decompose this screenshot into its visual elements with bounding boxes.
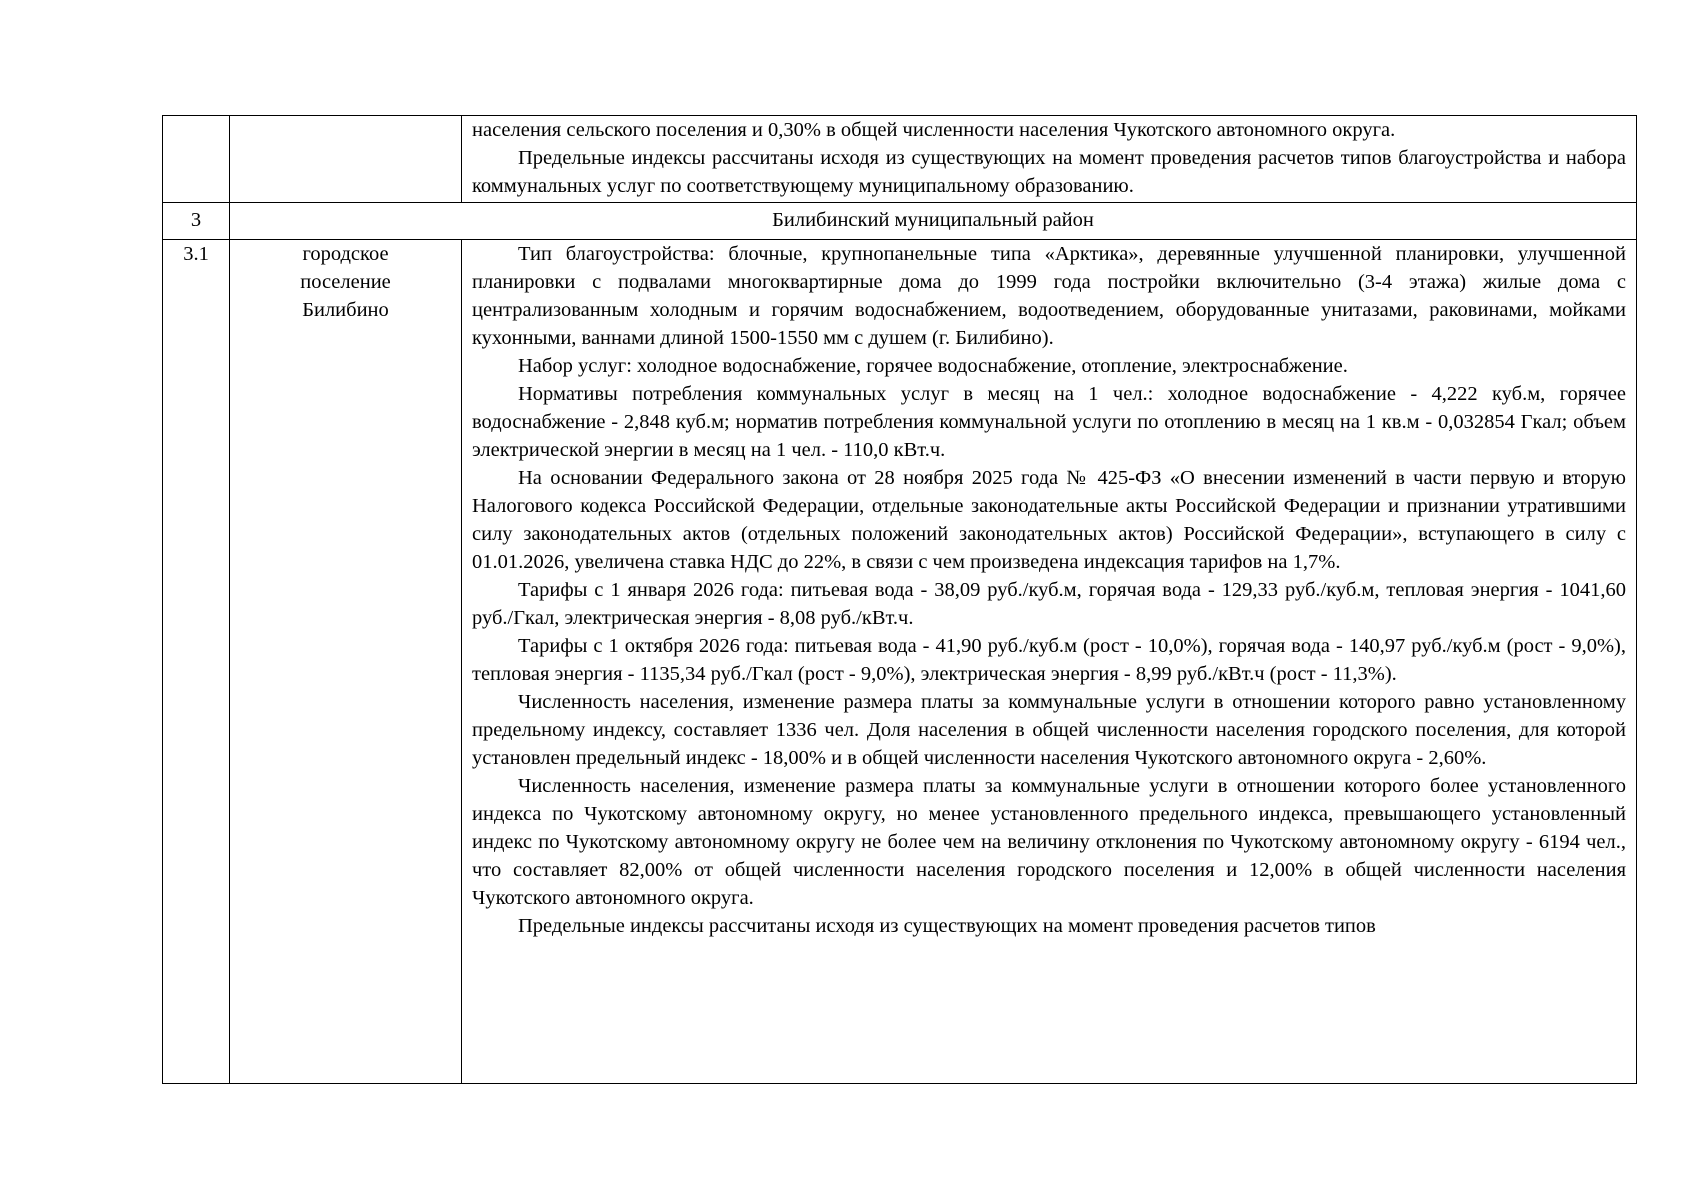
paragraph-consumption-norms: Нормативы потребления коммунальных услуг в месяц на 1 чел.: холодное водоснабжение - 4,222 куб.м, горячее водоснабжение - 2,848 куб.м; норматив потребления коммунальной услуги по отоплению в месяц на 1 кв.м - 0,032854 Гкал; объем электрической энергии в месяц на 1 чел. - 110,0 кВт.ч.	[472, 383, 1626, 461]
municipality-cell	[230, 116, 462, 203]
municipality-name-line: поселение	[300, 271, 391, 293]
paragraph-population-equal-index: Численность населения, изменение размера платы за коммунальные услуги в отношении которого равно установленному предельному индексу, составляет 1336 чел. Доля населения в общей численности населения городского поселения, для которой установлен предельный индекс - 18,00% и в общей численности населения Чукотского автономного округа - 2,60%.	[472, 691, 1626, 769]
municipality-name-line: городское	[302, 243, 389, 265]
paragraph-index-basis: Предельные индексы рассчитаны исходя из существующих на момент проведения расчетов типов	[518, 915, 1376, 937]
row-number-cell: 3.1	[163, 240, 230, 1084]
paragraph-tariffs-january: Тарифы с 1 января 2026 года: питьевая вода - 38,09 руб./куб.м, горячая вода - 129,33 руб./куб.м, тепловая энергия - 1041,60 руб./Гкал, электрическая энергия - 8,08 руб./кВт.ч.	[472, 579, 1626, 629]
municipality-cell	[230, 240, 462, 1084]
table-row-section	[163, 203, 1637, 240]
paragraph-improvement-type: Тип благоустройства: блочные, крупнопанельные типа «Арктика», деревянные улучшенной планировки, улучшенной планировки с подвалами многоквартирные дома до 1999 года постройки включительно (3-4 этажа) жилые дома с централизованным холодным и горячим водоснабжением, водоотведением, оборудованные унитазами, раковинами, мойками кухонными, ваннами длиной 1500-1550 мм с душем (г. Билибино).	[472, 243, 1626, 349]
paragraph: Предельные индексы рассчитаны исходя из существующих на момент проведения расчетов типов благоустройства и набора коммунальных услуг по соответствующему муниципальному образованию.	[472, 147, 1626, 197]
row-number-cell	[163, 116, 230, 203]
municipality-name-line: Билибино	[302, 299, 389, 321]
paragraph-tariffs-october: Тарифы с 1 октября 2026 года: питьевая вода - 41,90 руб./куб.м (рост - 10,0%), горячая вода - 140,97 руб./куб.м (рост - 9,0%), тепловая энергия - 1135,34 руб./Гкал (рост - 9,0%), электрическая энергия - 8,99 руб./кВт.ч (рост - 11,3%).	[472, 635, 1626, 685]
description-cell	[462, 240, 1637, 1084]
tariff-table	[162, 115, 1637, 1084]
table-row-continuation	[163, 116, 1637, 203]
paragraph-services-set: Набор услуг: холодное водоснабжение, горячее водоснабжение, отопление, электроснабжение.	[518, 355, 1348, 377]
table-row-3-1	[163, 240, 1637, 1084]
paragraph-population-above-index: Численность населения, изменение размера платы за коммунальные услуги в отношении которого более установленного индекса по Чукотскому автономному округу, но менее установленного предельного индекса, превышающего установленный индекс по Чукотскому автономному округу не более чем на величину отклонения по Чукотскому автономному округу - 6194 чел., что составляет 82,00% от общей численности населения городского поселения и 12,00% в общей численности населения Чукотского автономного округа.	[472, 775, 1626, 909]
paragraph-vat-law: На основании Федерального закона от 28 ноября 2025 года № 425-ФЗ «О внесении изменений в части первую и вторую Налогового кодекса Российской Федерации, отдельные законодательные акты Российской Федерации и признании утратившими силу законодательных актов (отдельных положений законодательных актов) Российской Федерации», вступающего в силу с 01.01.2026, увеличена ставка НДС до 22%, в связи с чем произведена индексация тарифов на 1,7%.	[472, 467, 1626, 573]
paragraph: населения сельского поселения и 0,30% в общей численности населения Чукотского автономного округа.	[472, 119, 1396, 141]
description-cell	[462, 116, 1637, 203]
section-title-cell: Билибинский муниципальный район	[230, 203, 1637, 240]
section-number-cell: 3	[163, 203, 230, 240]
